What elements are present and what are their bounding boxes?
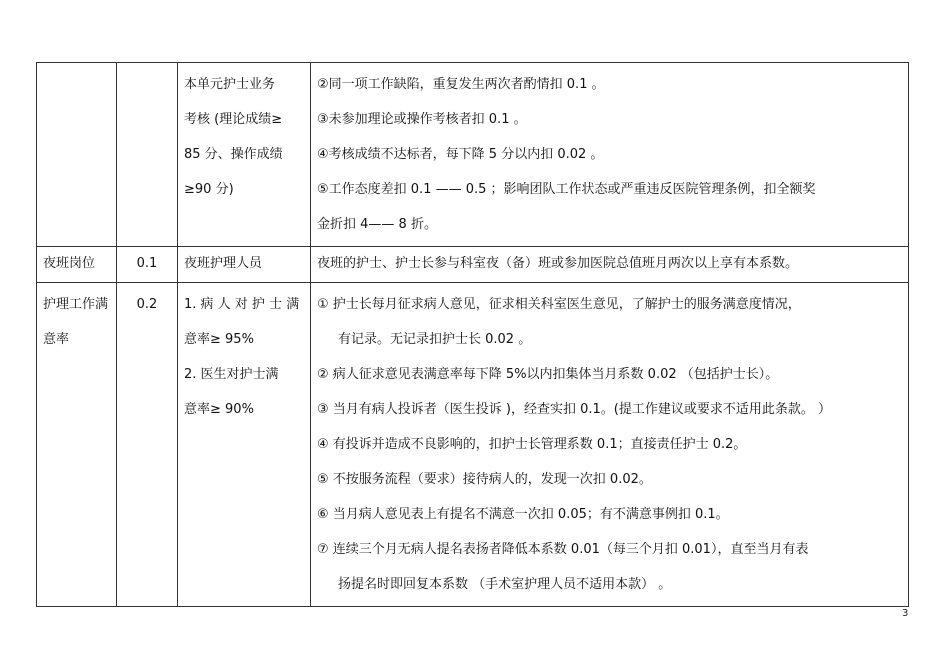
rule-line: ⑤ 不按服务流程（要求）接待病人的，发现一次扣 0.02。	[317, 472, 652, 487]
table-row	[37, 247, 909, 283]
criteria-cell	[178, 247, 311, 283]
criteria-cell	[178, 63, 311, 247]
criteria-line: 意率≥ 95%	[184, 332, 254, 347]
coefficient-cell: 0.2	[117, 283, 178, 607]
criteria-line: 夜班护理人员	[184, 256, 263, 271]
criteria-cell	[178, 283, 311, 607]
criteria-line: 考核 (理论成绩≥	[184, 112, 283, 127]
criteria-line: 2. 医生对护士满	[184, 367, 279, 382]
rule-line: ③ 当月有病人投诉者（医生投诉 )，经查实扣 0.1。(提工作建议或要求不适用此条款。 ）	[317, 402, 832, 417]
rule-line: 金折扣 4—— 8 折。	[317, 217, 437, 232]
rules-cell	[311, 63, 909, 247]
rule-line: ②同一项工作缺陷，重复发生两次者酌情扣 0.1 。	[317, 77, 605, 92]
table-row	[37, 63, 909, 247]
coefficient-cell: 0.1	[117, 247, 178, 283]
rule-line: ⑥ 当月病人意见表上有提名不满意一次扣 0.05；有不满意事例扣 0.1。	[317, 507, 729, 522]
criteria-line: 85 分、操作成绩	[184, 147, 283, 162]
page-number: 3	[902, 608, 909, 619]
rule-line: 扬提名时即回复本系数 （手术室护理人员不适用本款） 。	[338, 577, 672, 592]
rules-cell	[311, 283, 909, 607]
criteria-line: 本单元护士业务	[184, 77, 276, 92]
coefficient-cell	[117, 63, 178, 247]
category-cell: 护理工作满意率	[37, 283, 117, 607]
rules-cell	[311, 247, 909, 283]
assessment-table	[36, 62, 909, 607]
rule-line: 有记录。无记录扣护士长 0.02 。	[338, 332, 532, 347]
category-cell: 夜班岗位	[37, 247, 117, 283]
table-row	[37, 283, 909, 607]
rule-line: ③未参加理论或操作考核者扣 0.1 。	[317, 112, 527, 127]
rule-line: ② 病人征求意见表满意率每下降 5%以内扣集体当月系数 0.02 （包括护士长）。	[317, 367, 779, 382]
rule-line: ① 护士长每月征求病人意见，征求相关科室医生意见，了解护士的服务满意度情况，	[317, 297, 801, 312]
rule-line: ⑤工作态度差扣 0.1 —— 0.5 ；影响团队工作状态或严重违反医院管理条例，扣全额奖	[317, 182, 816, 197]
rule-line: ⑦ 连续三个月无病人提名表扬者降低本系数 0.01（每三个月扣 0.01），直至当月有表	[317, 542, 809, 557]
criteria-line: 意率≥ 90%	[184, 402, 254, 417]
criteria-line: 1. 病 人 对 护 士 满	[184, 297, 300, 312]
rule-line: ④考核成绩不达标者，每下降 5 分以内扣 0.02 。	[317, 147, 604, 162]
criteria-line: ≥90 分)	[184, 182, 234, 197]
rule-line: ④ 有投诉并造成不良影响的，扣护士长管理系数 0.1；直接责任护士 0.2。	[317, 437, 747, 452]
category-cell	[37, 63, 117, 247]
rule-line: 夜班的护士、护士长参与科室夜（备）班或参加医院总值班月两次以上享有本系数。	[317, 256, 799, 271]
